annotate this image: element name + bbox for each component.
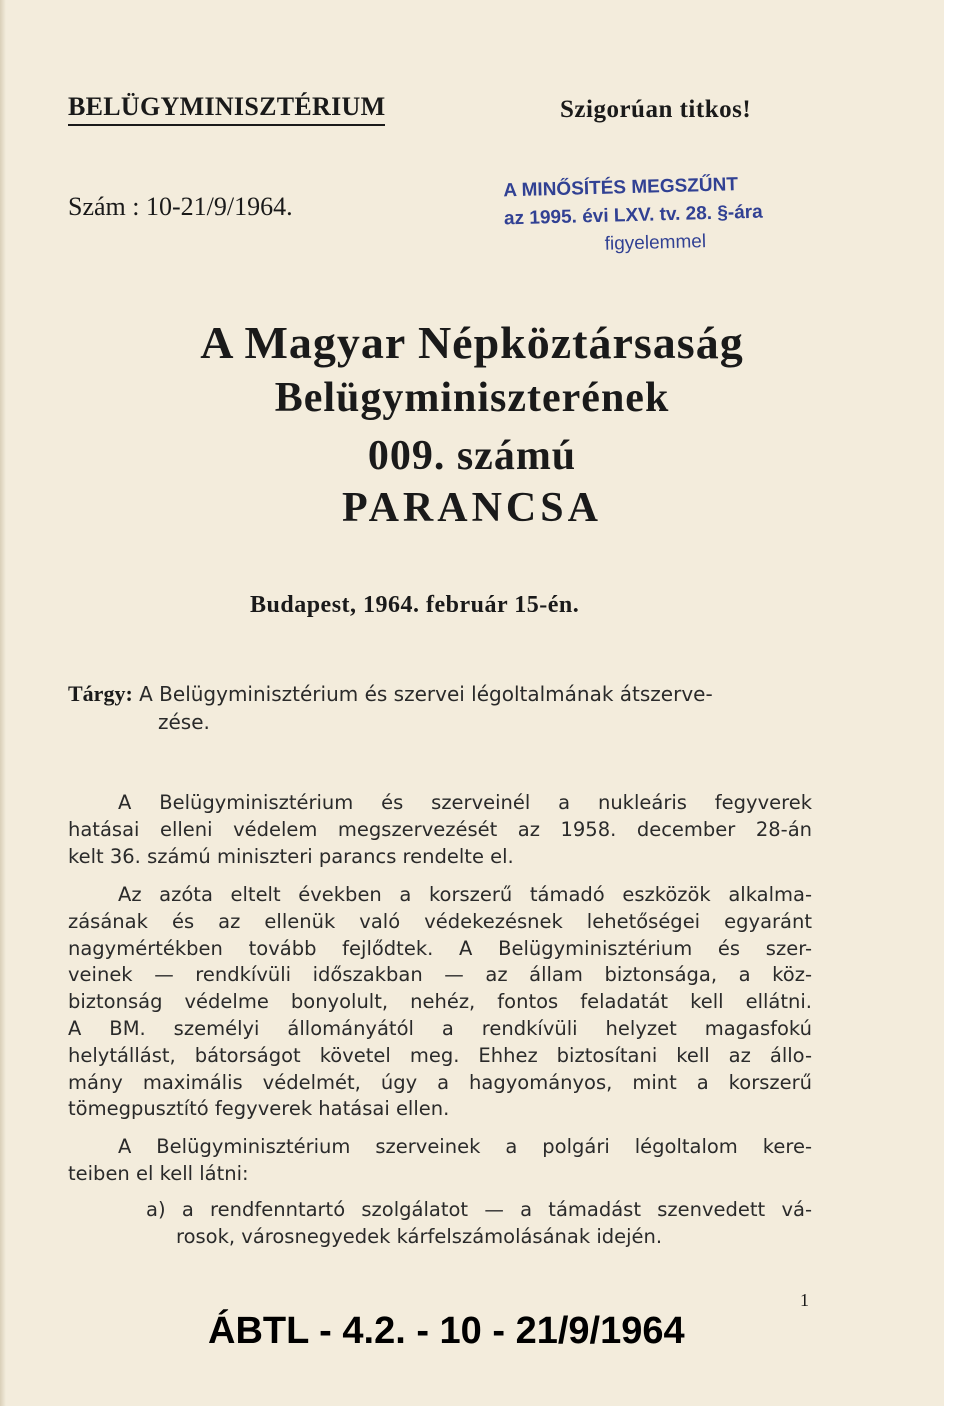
paragraph-line: tömegpusztító fegyverek hatásai ellen.: [68, 1097, 450, 1121]
subject-block: [68, 680, 814, 736]
ministry-heading: BELÜGYMINISZTÉRIUM: [68, 92, 385, 126]
list-item-line: rosok, városnegyedek kárfelszámolásának idején.: [176, 1225, 663, 1248]
paragraph-line: A Belügyminisztérium és szerveinél a nukleáris fegyverek: [118, 791, 812, 814]
paragraph-line: nagymértékben tovább fejlődtek. A Belügyminisztérium és szer-: [68, 936, 812, 960]
title-line-1: A Magyar Népköztársaság: [200, 317, 744, 368]
paragraph-3: [68, 1134, 812, 1188]
document-number: Szám : 10-21/9/1964.: [68, 192, 293, 221]
paragraph-line: biztonság védelme bonyolult, nehéz, fontos feladatát kell ellátni.: [68, 990, 812, 1014]
paragraph-line: hatásai elleni védelem megszervezését az 1958. december 28-án: [68, 817, 812, 841]
subject-text-continued: zése.: [158, 710, 210, 734]
paragraph-line: zásának és az ellenük való védekezésnek lehetőségei egyaránt: [68, 909, 812, 933]
subject-label: Tárgy:: [68, 681, 133, 706]
paragraph-line: A Belügyminisztérium szerveinek a polgári légoltalom kere-: [118, 1135, 812, 1158]
list-item-line: a) a rendfenntartó szolgálatot — a támadást szenvedett vá-: [146, 1198, 812, 1221]
classification-label: Szigorúan titkos!: [560, 96, 752, 123]
page-number: 1: [800, 1290, 809, 1310]
paragraph-line: teiben el kell látni:: [68, 1161, 249, 1185]
archive-reference: ÁBTL - 4.2. - 10 - 21/9/1964: [208, 1310, 685, 1352]
paragraph-line: A BM. személyi állományától a rendkívüli helyzet magasfokú: [68, 1016, 812, 1040]
paragraph-line: Az azóta eltelt években a korszerű támadó eszközök alkalma-: [118, 883, 812, 906]
declassification-stamp: [503, 171, 764, 262]
title-line-2: Belügyminiszterének: [274, 375, 670, 421]
issue-date: Budapest, 1964. február 15-én.: [250, 592, 580, 618]
title-line-3: 009. számú: [367, 433, 577, 479]
paragraph-line: mány maximális védelmét, úgy a hagyományos, mint a korszerű: [68, 1070, 812, 1094]
list-item-a: [146, 1196, 812, 1250]
stamp-line: A MINŐSÍTÉS MEGSZŰNT: [503, 174, 739, 202]
paragraph-line: veinek — rendkívüli időszakban — az állam biztonsága, a köz-: [68, 963, 812, 987]
subject-text: A Belügyminisztérium és szervei légoltalmának átszerve-: [139, 682, 713, 706]
title-line-4: PARANCSA: [342, 485, 602, 531]
paragraph-2: [68, 882, 812, 1123]
paragraph-line: helytállást, bátorságot követel meg. Ehhez biztosítani kell az állo-: [68, 1043, 812, 1067]
paragraph-1: [68, 790, 812, 870]
paragraph-line: kelt 36. számú miniszteri parancs rendelte el.: [68, 844, 514, 868]
stamp-line: az 1995. évi LXV. tv. 28. §-ára: [503, 201, 764, 230]
page-edge: [0, 0, 6, 1406]
stamp-line: figyelemmel: [604, 231, 707, 255]
